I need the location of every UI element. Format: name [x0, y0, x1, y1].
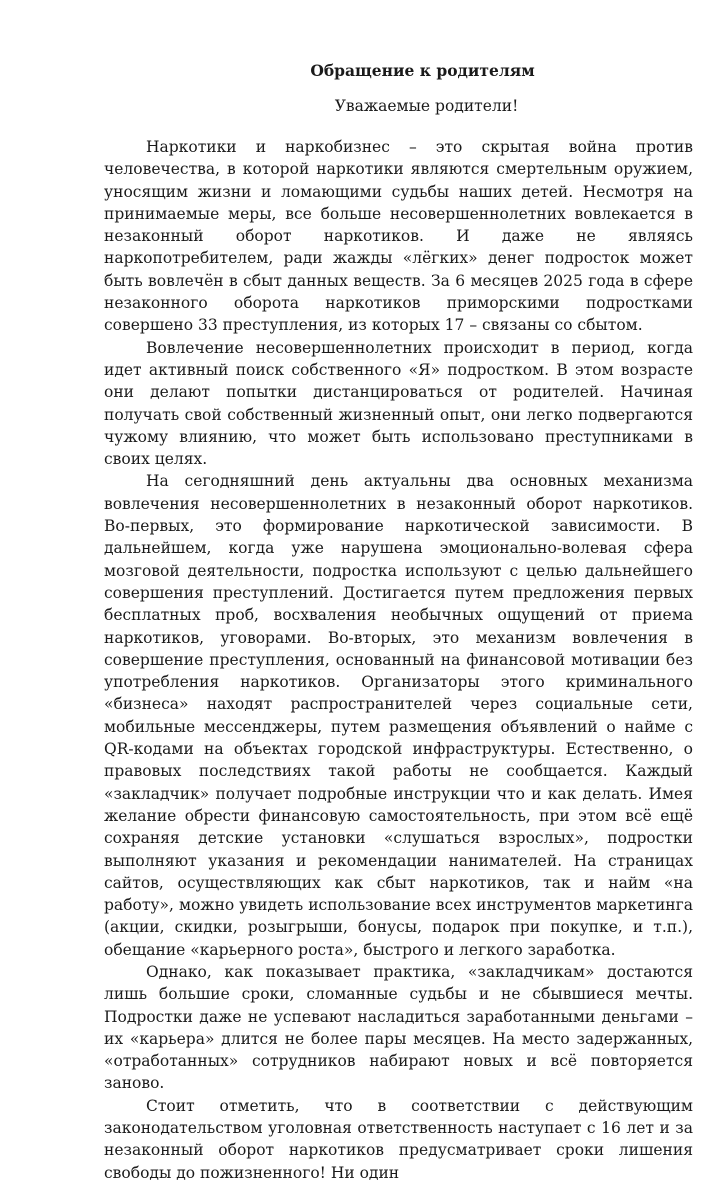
document-title: Обращение к родителям [310, 61, 535, 80]
paragraph: Однако, как показывает практика, «закладчикам» достаются лишь большие сроки, сломанные судьбы и не сбывшиеся мечты. Подростки даже не успевают насладиться заработанными деньгами – их «карьера» длится не более пары месяцев. На место задержанных, «отработанных» сотрудников набирают новых и всё повторяется заново. [104, 962, 693, 1093]
paragraph: Вовлечение несовершеннолетних происходит в период, когда идет активный поиск собственного «Я» подростком. В этом возрасте они делают попытки дистанцироваться от родителей. Начиная получать свой собственный жизненный опыт, они легко подвергаются чужому влиянию, что может быть использовано преступниками в своих целях. [104, 338, 693, 469]
document-body [104, 136, 693, 1184]
paragraph: Стоит отметить, что в соответствии с действующим законодательством уголовная ответственность наступает с 16 лет и за незаконный оборот наркотиков предусматривает сроки лишения свободы до пожизненного! Ни один [104, 1096, 693, 1182]
paragraph: На сегодняшний день актуальны два основных механизма вовлечения несовершеннолетних в незаконный оборот наркотиков. Во-первых, это формирование наркотической зависимости. В дальнейшем, когда уже нарушена эмоционально-волевая сфера мозговой деятельности, подростка используют с целью дальнейшего совершения преступлений. Достигается путем предложения первых бесплатных проб, восхваления необычных ощущений от приема наркотиков, уговорами. Во-вторых, это механизм вовлечения в совершение преступления, основанный на финансовой мотивации без употребления наркотиков. Организаторы этого криминального «бизнеса» находят распространителей через социальные сети, мобильные мессенджеры, путем размещения объявлений о найме с QR-кодами на объектах городской инфраструктуры. Естественно, о правовых последствиях такой работы не сообщается. Каждый «закладчик» получает подробные инструкции что и как делать. Имея желание обрести финансовую самостоятельность, при этом всё ещё сохраняя детские установки «слушаться взрослых», подростки выполняют указания и рекомендации нанимателей. На страницах сайтов, осуществляющих как сбыт наркотиков, так и найм «на работу», можно увидеть использование всех инструментов маркетинга (акции, скидки, розыгрыши, бонусы, подарок при покупке, и т.п.), обещание «карьерного роста», быстрого и легкого заработка. [104, 472, 693, 959]
paragraph: Наркотики и наркобизнес – это скрытая война против человечества, в которой наркотики являются смертельным оружием, уносящим жизни и ломающими судьбы наших детей. Несмотря на принимаемые меры, все больше несовершеннолетних вовлекается в незаконный оборот наркотиков. И даже не являясь наркопотребителем, ради жажды «лёгких» денег подросток может быть вовлечён в сбыт данных веществ. За 6 месяцев 2025 года в сфере незаконного оборота наркотиков приморскими подростками совершено 33 преступления, из которых 17 – связаны со сбытом. [104, 138, 693, 335]
salutation: Уважаемые родители! [334, 97, 519, 115]
